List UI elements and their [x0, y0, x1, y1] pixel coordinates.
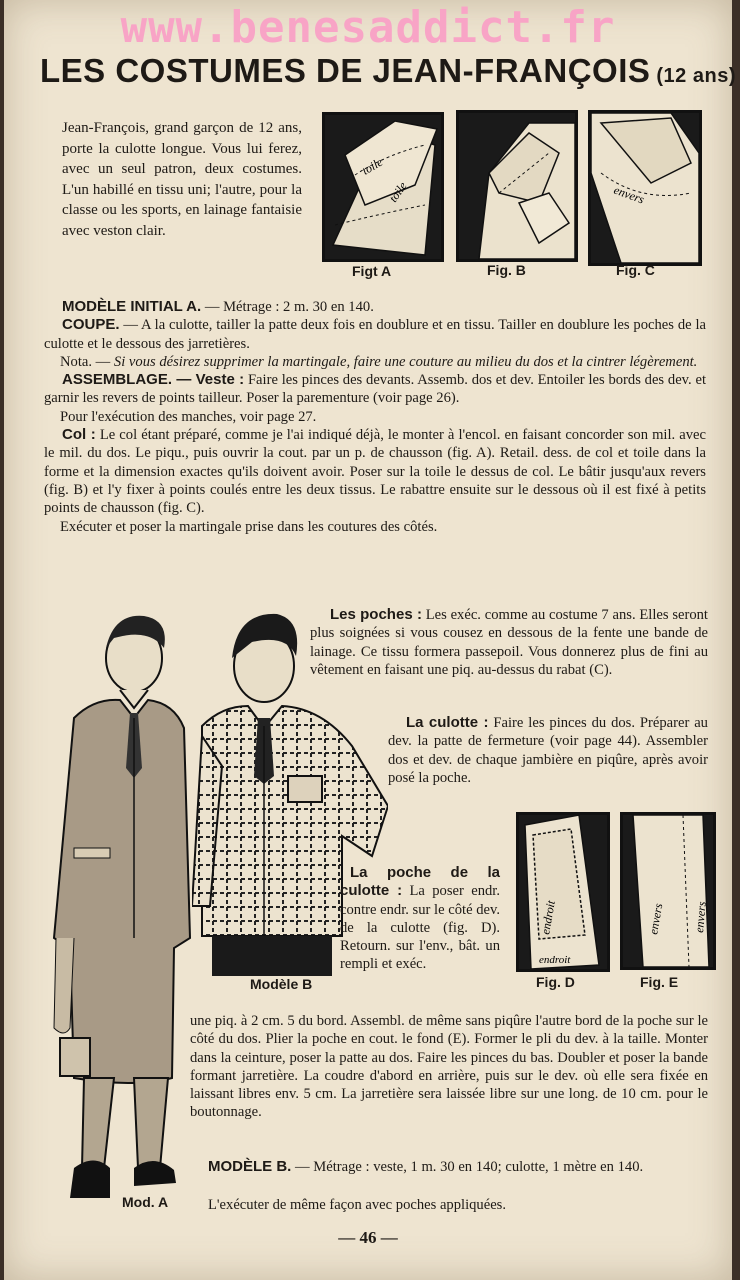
lower-text: une piq. à 2 cm. 5 du bord. Assembl. de même sans piqûre l'autre bord de la poche sur le côté du dos. Plier la poche en cout. le fond (E). Former le pli du dev. à la taille. Monter dans la ceinture, poser la patte au dos. Faire les pinces du bas. Doubler et poser la bande formant jarretière. La coudre d'abord en arrière, puis sur le dev. où elle sera fixée en laissant libres env. 5 cm. La jarretière sera laissée libre sur une long. de 10 cm. pour le boutonnage.	[190, 1013, 708, 1121]
poches-block	[310, 606, 708, 679]
mod-b-caption: Modèle B	[250, 976, 313, 992]
culotte-heading: La culotte :	[406, 714, 489, 731]
modele-b-heading: MODÈLE B.	[208, 1158, 292, 1175]
figure-d-caption: Fig. D	[536, 974, 575, 990]
assemblage-heading: ASSEMBLAGE. — Veste :	[62, 371, 245, 389]
figure-a-caption: Figt A	[352, 263, 392, 279]
martingale-text: Exécuter et poser la martingale prise dans les coutures des côtés.	[60, 518, 438, 535]
manches-text: Pour l'exécution des manches, voir page 27.	[60, 408, 317, 425]
modele-b-block	[190, 1158, 708, 1176]
figure-c-drawing	[591, 113, 699, 263]
poche-culotte-heading: La poche de la culotte :	[340, 864, 500, 900]
figure-d	[516, 812, 610, 972]
modele-a-text: — Métrage : 2 m. 30 en 140.	[204, 299, 374, 315]
modele-b-exec: L'exécuter de même façon avec poches appliquées.	[208, 1197, 507, 1213]
figure-b-drawing	[459, 113, 575, 259]
poches-heading: Les poches :	[330, 606, 422, 623]
figure-a	[322, 112, 444, 262]
figure-e-label-1: envers	[646, 902, 666, 936]
assemblage-text: Faire les pinces des devants. Assemb. dos et dev. Entoiler les bords des dev. et garnir les revers de points tailleur. Poser la parementure (voir page 26).	[44, 372, 706, 407]
figure-a-drawing	[325, 115, 441, 259]
nota-text: Si vous désirez supprimer la martingale, faire une couture au milieu du dos et la cintrer légèrement.	[113, 353, 698, 370]
modele-b-text: — Métrage : veste, 1 m. 30 en 140; culotte, 1 mètre en 140.	[295, 1159, 644, 1175]
figure-d-label-1: endroit	[538, 899, 558, 936]
watermark: www.benesaddict.fr	[120, 2, 616, 53]
culotte-text: Faire les pinces du dos. Préparer au dev. la patte de fermeture (voir page 44). Assembler dos et dev. de chaque jambière en piqûre, après avoir posé la poche.	[388, 715, 708, 786]
upper-text	[44, 298, 706, 536]
figure-b	[456, 110, 578, 262]
figure-e-caption: Fig. E	[640, 974, 679, 990]
col-heading: Col :	[62, 426, 96, 444]
figure-c-caption: Fig. C	[616, 262, 655, 278]
figure-c-label: envers	[611, 182, 647, 207]
figure-c	[588, 110, 702, 266]
figure-a-label-2: toile	[385, 179, 410, 205]
page-title	[40, 52, 736, 90]
figure-e-label-2: envers	[692, 900, 709, 934]
page-number: — 46 —	[338, 1228, 398, 1247]
figure-a-label-1: toile	[359, 154, 385, 178]
figure-d-drawing	[519, 815, 607, 969]
culotte-block	[388, 714, 708, 787]
figure-e	[620, 812, 716, 970]
poche-culotte-block	[340, 864, 500, 974]
mod-a-caption: Mod. A	[122, 1194, 169, 1210]
coupe-heading: COUPE.	[62, 316, 120, 334]
nota-heading: Nota. —	[60, 353, 111, 370]
figure-e-drawing	[623, 815, 713, 967]
poches-text: Les exéc. comme au costume 7 ans. Elles seront plus soignées si vous cousez en dessous de la fente une bande de lainage. Ce tissu formera passepoil. Vous donnerez plus de fini au vêtement en faisant une piq. au-dessus du rabat (C).	[310, 607, 708, 678]
coupe-text: — A la culotte, tailler la patte deux fois en doublure et en tissu. Tailler en doublure les poches de la culotte et le dessous des jarretières.	[44, 317, 706, 352]
figure-b-caption: Fig. B	[487, 262, 526, 278]
figure-d-label-2: endroit	[539, 954, 571, 966]
magazine-page	[4, 0, 736, 1280]
intro-paragraph: Jean-François, grand garçon de 12 ans, porte la culotte longue. Vous lui ferez, avec un seul patron, deux costumes. L'un habillé en tissu uni; l'autre, pour la classe ou les sports, en lainage fantaisie avec veston clair.	[62, 120, 302, 239]
col-text: Le col étant préparé, comme je l'ai indiqué déjà, le monter à l'encol. en faisant concorder son mil. avec le mil. du dos. Le piqu., puis ouvrir la cout. par un p. de chausson (fig. A). Retail. dess. de col et toile dans la forme et la dimension exactes qu'ils doivent avoir. Poser sur la toile le dessus de col. Le bâtir jusqu'aux revers (fig. B) et l'y fixer à points coulés entre les deux tissus. Le rabattre ensuite sur le dessous où il est fixé à petits points de chausson (fig. C).	[44, 427, 706, 517]
model-a-illustration	[34, 608, 194, 1204]
poche-culotte-text: La poser endr. contre endr. sur le côté dev. de la culotte (fig. D). Retourn. sur l'env., bât. un rempli et exéc.	[340, 883, 500, 973]
title-main: LES COSTUMES DE JEAN-FRANÇOIS	[40, 52, 651, 89]
modele-a-heading: MODÈLE INITIAL A.	[62, 298, 202, 315]
title-age: (12 ans)	[656, 65, 736, 87]
